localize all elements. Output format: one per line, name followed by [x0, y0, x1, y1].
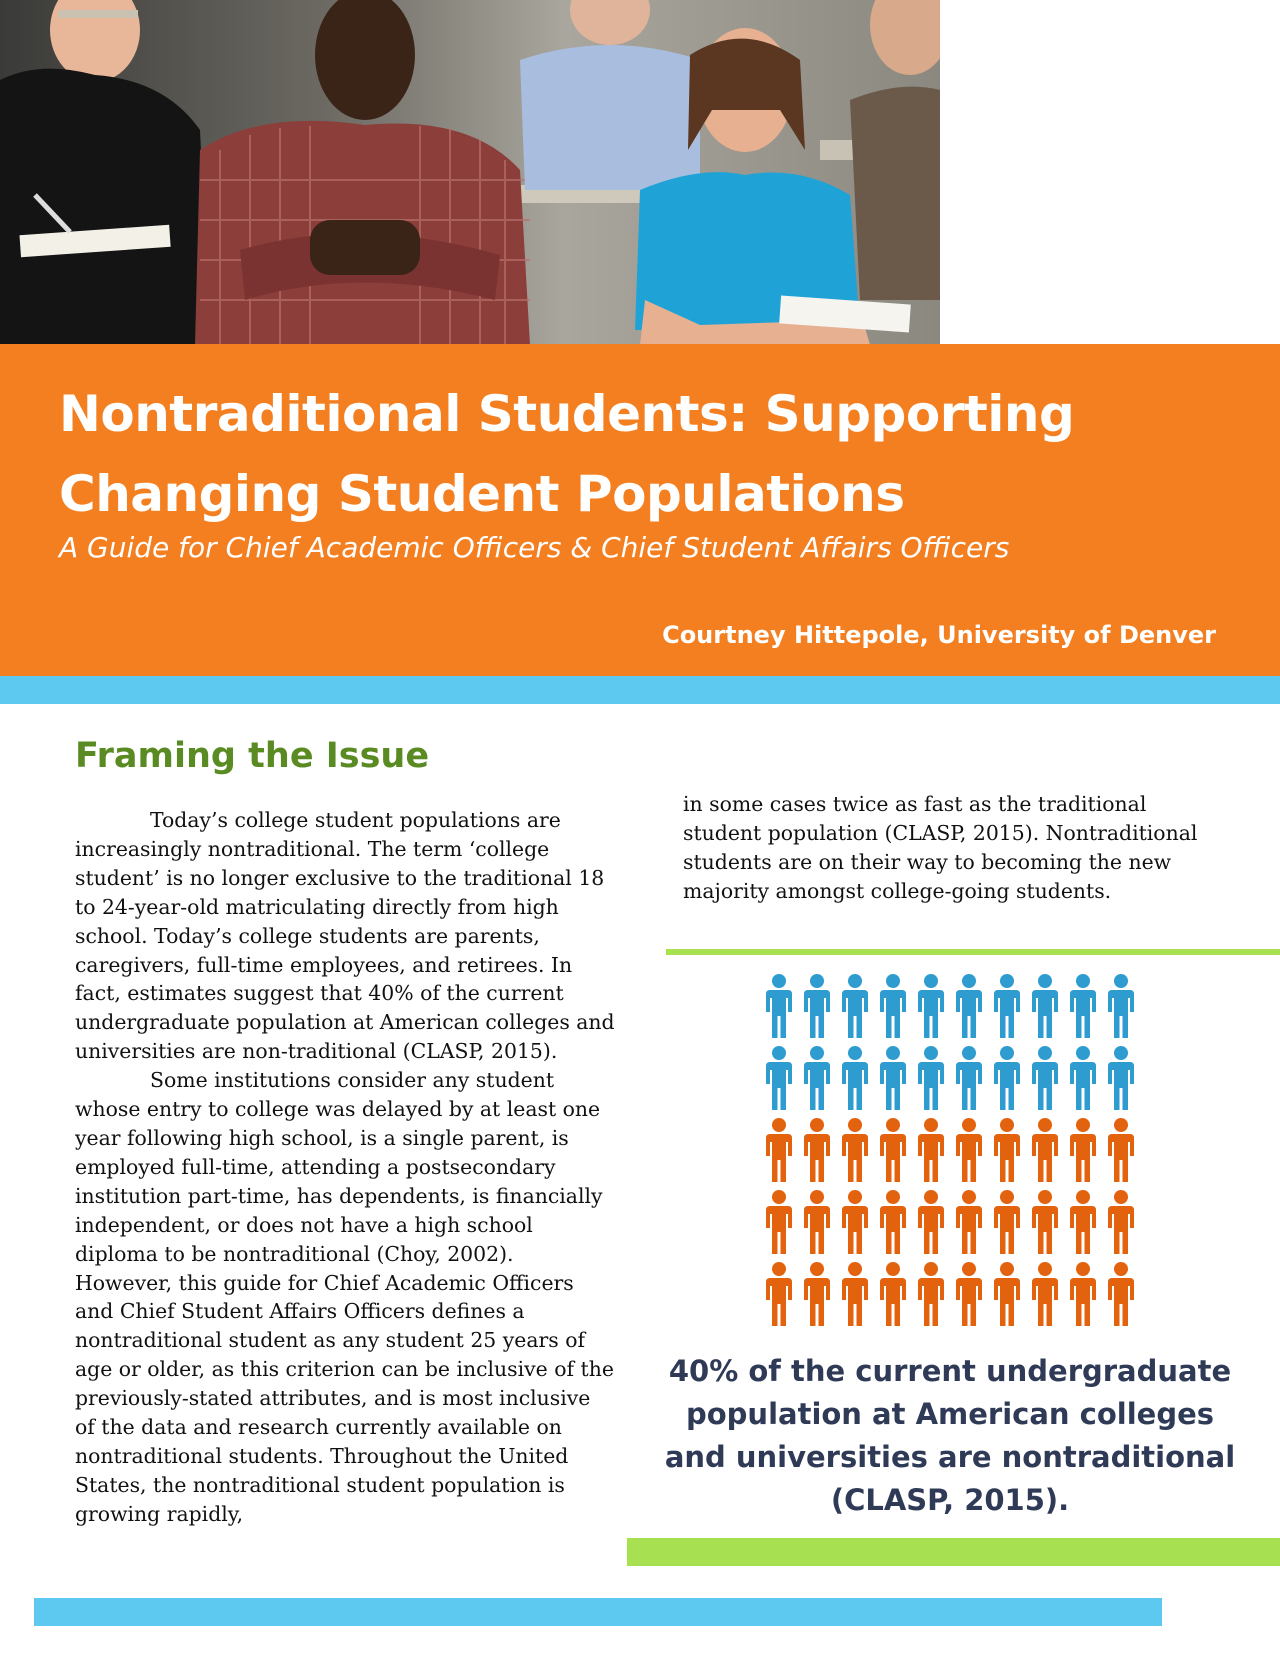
- person-icon: [956, 1190, 982, 1254]
- person-icon: [956, 974, 982, 1038]
- person-icon: [766, 1190, 792, 1254]
- person-icon: [994, 974, 1020, 1038]
- person-icon: [1108, 1262, 1134, 1326]
- person-icon: [880, 1190, 906, 1254]
- statistic-caption: 40% of the current undergraduate population at American colleges and universities are nontraditional (CLASP, 2015).: [664, 1354, 1236, 1517]
- green-rule-top: [666, 949, 1280, 955]
- author-line: Courtney Hittepole, University of Denver: [662, 621, 1216, 649]
- person-icon: [918, 974, 944, 1038]
- person-icon: [804, 1118, 830, 1182]
- person-icon: [842, 1262, 868, 1326]
- person-icon: [766, 1262, 792, 1326]
- person-icon: [1032, 1118, 1058, 1182]
- person-icon: [1070, 1118, 1096, 1182]
- person-icon: [1108, 1046, 1134, 1110]
- body-paragraph-2: Some institutions consider any student whose entry to college was delayed by at least one year following high school, is a single parent, is employed full-time, attending a postsecondary institution part-time, has dependents, is financially independent, or does not have a high school diploma to be nontraditional (Choy, 2002). However, this guide for Chief Academic Officers and Chief Student Affairs Officers defines a nontraditional student as any student 25 years of age or older, as this criterion can be inclusive of the previously-stated attributes, and is most inclusive of the data and research currently available on nontraditional students. Throughout the United States, the nontraditional student population is growing rapidly,: [75, 1068, 614, 1526]
- person-icon: [1108, 1190, 1134, 1254]
- body-paragraph-3: in some cases twice as fast as the traditional student population (CLASP, 2015). Nontraditional students are on their way to becoming the new majority amongst college-going students.: [683, 792, 1198, 903]
- person-icon: [956, 1046, 982, 1110]
- person-icon: [842, 974, 868, 1038]
- person-icon: [1032, 1262, 1058, 1326]
- person-icon: [766, 1046, 792, 1110]
- person-icon: [994, 1262, 1020, 1326]
- person-icon: [1032, 1190, 1058, 1254]
- person-icon: [956, 1118, 982, 1182]
- person-icon: [918, 1118, 944, 1182]
- person-icon: [766, 974, 792, 1038]
- green-rule-bottom: [627, 1538, 1280, 1566]
- person-icon: [880, 1262, 906, 1326]
- person-icon: [994, 1118, 1020, 1182]
- person-icon: [1108, 974, 1134, 1038]
- person-icon: [1070, 1190, 1096, 1254]
- person-icon: [1070, 1046, 1096, 1110]
- person-icon: [804, 1262, 830, 1326]
- person-icon: [994, 1190, 1020, 1254]
- person-icon: [994, 1046, 1020, 1110]
- person-icon: [1108, 1118, 1134, 1182]
- person-icon: [1032, 974, 1058, 1038]
- hero-photo: [0, 0, 940, 345]
- person-icon: [956, 1262, 982, 1326]
- person-icon: [1032, 1046, 1058, 1110]
- person-icon: [804, 1046, 830, 1110]
- person-icon: [880, 1046, 906, 1110]
- title-banner: [0, 344, 1280, 676]
- document-title: Nontraditional Students: Supporting Changing Student Populations: [59, 385, 1075, 523]
- person-icon: [804, 1190, 830, 1254]
- body-paragraph-1: Today’s college student populations are increasingly nontraditional. The term ‘college student’ is no longer exclusive to the traditional 18 to 24-year-old matriculating directly from high school. Today’s college students are parents, caregivers, full-time employees, and retirees. In fact, estimates suggest that 40% of the current undergraduate population at American colleges and universities are non-traditional (CLASP, 2015).: [75, 808, 615, 1064]
- document-subtitle: A Guide for Chief Academic Officers & Chief Student Affairs Officers: [59, 531, 1010, 564]
- person-icon: [804, 974, 830, 1038]
- person-icon: [842, 1190, 868, 1254]
- person-icon: [880, 1118, 906, 1182]
- blue-divider-bottom: [34, 1598, 1162, 1626]
- person-icon: [880, 974, 906, 1038]
- person-icon: [918, 1046, 944, 1110]
- classroom-students-photo: [0, 0, 940, 345]
- person-icon: [842, 1046, 868, 1110]
- section-heading: Framing the Issue: [75, 736, 430, 776]
- blue-divider-top: [0, 676, 1280, 704]
- person-icon: [918, 1190, 944, 1254]
- person-icon: [842, 1118, 868, 1182]
- text-column-left: [75, 806, 615, 1529]
- person-icon: [766, 1118, 792, 1182]
- person-icon-grid: [760, 970, 1140, 1330]
- text-column-right: [683, 790, 1223, 906]
- person-icon: [1070, 1262, 1096, 1326]
- person-icon: [1070, 974, 1096, 1038]
- person-icon: [918, 1262, 944, 1326]
